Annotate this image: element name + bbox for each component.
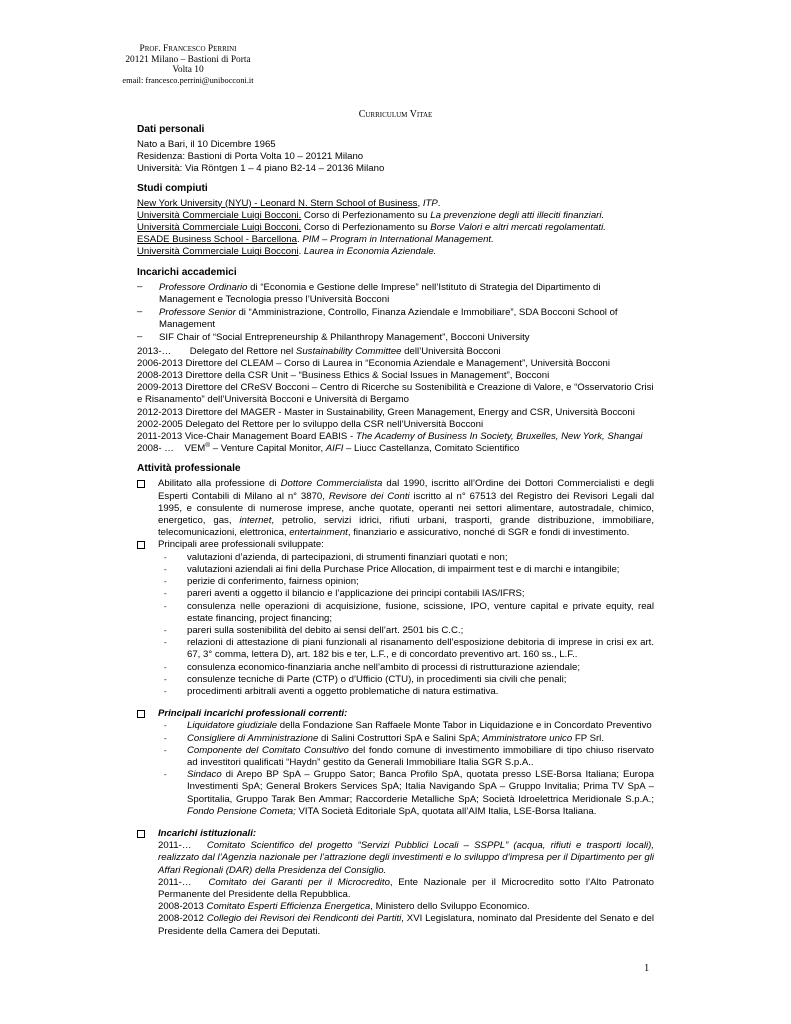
- current-roles-heading: Principali incarichi professionali correnti:: [137, 708, 654, 720]
- current-role-item: - Consigliere di Amministrazione di Salini Costruttori SpA e Salini SpA; Amministratore unico FP Srl.: [164, 732, 604, 744]
- academic-entry: 2008- … VEM® – Venture Capital Monitor, AIFI – Liucc Castellanza, Comitato Scientifico: [137, 442, 520, 455]
- area-item: - valutazioni d’azienda, di partecipazioni, di strumenti finanziari quotati e non;: [164, 551, 508, 563]
- institutional-entry: 2011-… Comitato dei Garanti per il Microcredito, Ente Nazionale per il Microcredito sotto l’Alto Patronato Permanente del Presidente della Repubblica.: [158, 876, 657, 900]
- current-role-item: - Sindaco di Arepo BP SpA – Gruppo Sator; Banca Profilo SpA, quotata presso LSE-Borsa Italiana; Europa Investimenti SpA; General Brokers Services SpA; Italia Navigando SpA – Gruppo Invitalia; Prima TV SpA – Sportitalia, Gruppo Tarak Ben Ammar; Raccorderie Metalliche SpA; Società Idroelettrica Meridionale S.p.A.; Fondo Pensione Cometa; VITA Società Editoriale SpA, quotata all’AIM Italia, LSE-Borsa Italiana.: [164, 769, 654, 817]
- academic-entry: 2002-2005 Delegato del Rettore per lo sviluppo della CSR nell’Università Bocconi: [137, 418, 484, 430]
- study-item: Università Commerciale Luigi Bocconi. Corso di Perfezionamento su Borse Valori e altri mercati regolamentati.: [137, 222, 606, 234]
- area-item: - pareri sulla sostenibilità del debito ai sensi dell’art. 2501 bis C.C.;: [164, 624, 464, 636]
- current-roles-list: [137, 720, 654, 818]
- current-role-item: - Componente del Comitato Consultivo del fondo comune di investimento immobiliare di tipo chiuso riservato ad investitori qualificati “Haydn” gestito da Generali Immobiliare Italia SGR S.p.A..: [164, 744, 654, 768]
- area-item: - consulenze tecniche di Parte (CTP) o d’Ufficio (CTU), in procedimenti sia civili che penali;: [164, 673, 567, 685]
- institutional-entry: 2008-2013 Comitato Esperti Efficienza Energetica, Ministero dello Sviluppo Economico.: [158, 901, 530, 913]
- academic-entry: 2013-… Delegato del Rettore nel Sustainability Committee dell’Università Bocconi: [137, 345, 501, 357]
- section-heading-academic: Incarichi accademici: [137, 266, 237, 278]
- study-item: Università Commerciale Luigi Bocconi. Corso di Perfezionamento su La prevenzione degli atti illeciti finanziari.: [137, 209, 605, 221]
- dash-bullet: –: [137, 306, 143, 318]
- study-item: Università Commerciale Luigi Bocconi. Laurea in Economia Aziendale.: [137, 246, 437, 258]
- professional-areas-list: [137, 552, 654, 698]
- area-item: - relazioni di attestazione di piani funzionali al risanamento dell’esposizione debitoria di imprese in crisi ex art. 67, 3° comma, lettera D), art. 182 bis e ter, L.F., e di concordato preventivo art. 160 ss., L.F..: [164, 637, 654, 661]
- area-item: - valutazioni aziendali ai fini della Purchase Price Allocation, di impairment test e di marchi e intangibile;: [164, 563, 620, 575]
- checkbox-bullet-icon: [137, 480, 145, 488]
- section-heading-studies: Studi compiuti: [137, 182, 208, 194]
- section-heading-professional: Attività professionale: [137, 463, 241, 475]
- studies-list: [137, 198, 654, 259]
- personal-line: Residenza: Bastioni di Porta Volta 10 – 20121 Milano: [137, 151, 364, 163]
- study-institution: Università Commerciale Luigi Bocconi.: [137, 222, 302, 234]
- academic-role: – Professore Ordinario di “Economia e Gestione delle Imprese” nell’Istituto di Strategia del Dipartimento di Management e Tecnologia presso l’Università Bocconi: [137, 280, 601, 305]
- professional-paragraph: Abilitato alla professione di Dottore Commercialista dal 1990, iscritto all’Ordine dei Dottori Commercialisti e degli Esperti Contabili di Milano al n° 3870, Revisore dei Conti iscritto al n° 67513 del Registro dei Revisori Legali dal 1995, e consulente di numerose imprese, anche quotate, operanti nei settori alimentare, autostradale, chimico, energetico, gas, internet, petrolio, servizi idrici, rifiuti urbani, trasporti, grande distribuzione, immobiliare, telecomunicazioni, elettronica, entertainment, finanziario e assicurativo, nonché di SGR e fondi di investimento.: [137, 478, 654, 539]
- author-name: Prof. Francesco Perrini: [139, 44, 237, 54]
- page-number: 1: [644, 963, 650, 974]
- area-item: - consulenza nelle operazioni di acquisizione, fusione, scissione, IPO, venture capital e private equity, real estate financing, project financing;: [164, 600, 654, 624]
- study-item: New York University (NYU) - Leonard N. Stern School of Business, ITP.: [137, 197, 441, 209]
- academic-role: – Professore Senior di “Amministrazione, Controllo, Finanza Aziendale e Immobiliare”, SDA Bocconi School of Management: [137, 306, 618, 331]
- letterhead: [118, 44, 258, 86]
- study-institution: ESADE Business School - Barcellona: [137, 234, 297, 246]
- checkbox-bullet-icon: [137, 830, 145, 838]
- academic-role: – SIF Chair of “Social Entrepreneurship & Philanthropy Management”, Bocconi University: [137, 331, 530, 344]
- checkbox-bullet-icon: [137, 541, 145, 549]
- area-item: - perizie di conferimento, fairness opinion;: [164, 576, 359, 588]
- personal-line: Nato a Bari, il 10 Dicembre 1965: [137, 139, 276, 150]
- area-item: - pareri aventi a oggetto il bilancio e l’applicazione dei principi contabili IAS/IFRS;: [164, 588, 525, 600]
- current-role-item: - Liquidatore giudiziale della Fondazione San Raffaele Monte Tabor in Liquidazione e in Concordato Preventivo: [164, 720, 652, 732]
- section-heading-personal: Dati personali: [137, 124, 205, 135]
- checkbox-bullet-icon: [137, 710, 145, 718]
- academic-entry: 2011-2013 Vice-Chair Management Board EABIS - The Academy of Business In Society, Bruxelles, New York, Shangai: [137, 431, 643, 443]
- study-institution: New York University (NYU) - Leonard N. Stern School of Business: [137, 197, 418, 209]
- institutional-entry: 2008-2012 Collegio dei Revisori dei Rendiconti dei Partiti, XVI Legislatura, nominato dal Presidente del Senato e del Presidente della Camera dei Deputati.: [158, 913, 654, 937]
- dash-bullet: –: [137, 280, 143, 292]
- study-institution: Università Commerciale Luigi Bocconi.: [137, 209, 302, 221]
- professional-paragraph: Principali aree professionali sviluppate:: [137, 539, 654, 551]
- academic-entry: 2008-2013 Direttore della CSR Unit – “Business Ethics & Social Issues in Management”, Bocconi: [137, 370, 550, 382]
- personal-line: Università: Via Röntgen 1 – 4 piano B2-14 – 20136 Milano: [137, 163, 385, 175]
- cv-body: [137, 119, 657, 938]
- study-institution: Università Commerciale Luigi Bocconi: [137, 246, 299, 258]
- academic-entry: 2012-2013 Direttore del MAGER - Master in Sustainability, Green Management, Energy and CSR, Università Bocconi: [137, 406, 635, 418]
- area-item: - consulenza economico-finanziaria anche nell’ambito di processi di ristrutturazione aziendale;: [164, 661, 581, 673]
- author-email: email: francesco.perrini@unibocconi.it: [122, 75, 254, 85]
- area-item: - procedimenti arbitrali aventi a oggetto problematiche di natura estimativa.: [164, 685, 499, 697]
- academic-entry: 2006-2013 Direttore del CLEAM – Corso di Laurea in “Economia Aziendale e Management”, Università Bocconi: [137, 357, 611, 369]
- dash-bullet: –: [137, 331, 143, 343]
- document-title: Curriculum Vitae: [358, 109, 433, 120]
- author-address: 20121 Milano – Bastioni di Porta Volta 10: [125, 54, 251, 75]
- academic-entry: 2009-2013 Direttore del CReSV Bocconi – Centro di Ricerche su Sostenibilità e Creazione di Valore, e “Osservatorio Crisi e Risanamento” dell’Università Bocconi e Università di Bergamo: [137, 382, 654, 406]
- institutional-heading: Incarichi istituzionali:: [137, 828, 654, 840]
- study-item: ESADE Business School - Barcellona. PIM – Program in International Management.: [137, 234, 494, 246]
- institutional-entry: 2011-… Comitato Scientifico del progetto “Servizi Pubblici Locali – SSPPL” (acqua, rifiuti e trasporti locali), realizzato dal l’Agenzia nazionale per l’attrazione degli investimenti e lo sviluppo d’impresa per il Dipartimento per gli Affari Regionali (DAR) della Presidenza del Consiglio.: [158, 840, 657, 876]
